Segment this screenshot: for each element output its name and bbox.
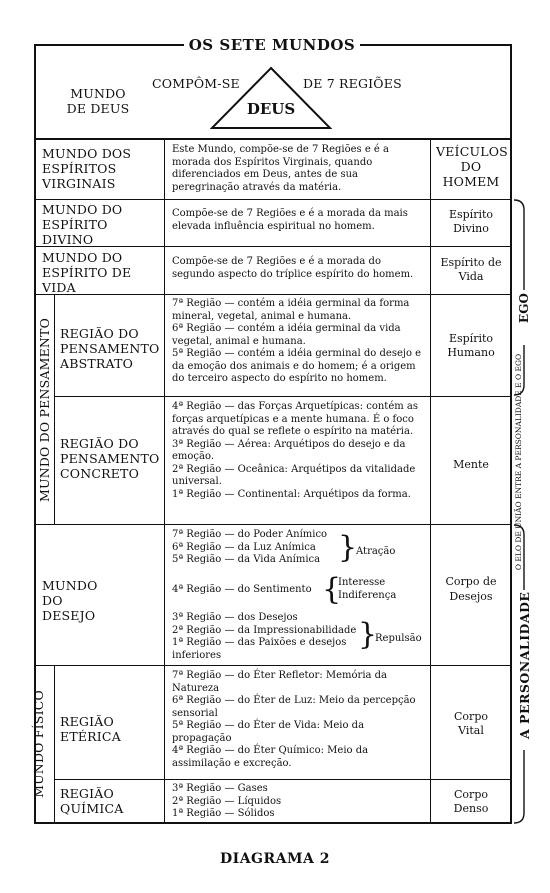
diagram-title: OS SETE MUNDOS [188,36,356,54]
desejo-label: MUNDO DO DESEJO [42,578,98,623]
pensamento-abstrato-veiculo: Espírito Humano [447,332,495,359]
mundo-fisico-label: MUNDO FÍSICO [31,690,46,798]
pensamento-abstrato-label: REGIÃO DO PENSAMENTO ABSTRATO [60,326,160,371]
list-item: 2ª Região — Oceânica: Arquétipos da vitalidade universal. [172,463,416,487]
list-item: 5ª Região — da Vida Anímica [172,554,321,565]
quimica-list [172,783,426,821]
col-sep-2 [430,139,431,823]
row-sep-8 [54,779,512,780]
eterica-list [172,670,426,770]
frame-bottom [34,822,512,824]
atracao-brace: } [338,530,358,565]
pensamento-concreto-veiculo: Mente [453,458,489,471]
espirito-vida-veiculo: Espírito de Vida [440,256,502,283]
col-sep-1 [164,139,165,823]
eterica-label: REGIÃO ETÉRICA [60,714,121,744]
row-sep-1 [34,138,512,140]
diagram-caption: DIAGRAMA 2 [220,851,330,867]
list-item: 5ª Região — do Éter de Vida: Meio da propagação [172,720,365,744]
list-item: 2ª Região — da Impressionabilidade [172,624,357,636]
espirito-divino-label: MUNDO DO ESPÍRITO DIVINO [42,202,123,247]
list-item: 3ª Região — dos Desejos [172,612,298,623]
quimica-veiculo: Corpo Denso [453,788,489,815]
desejo-veiculo: Corpo de Desejos [445,575,497,603]
eterica-veiculo: Corpo Vital [454,710,488,737]
list-item: 7ª Região — do Éter Refletor: Memória da Natureza [172,670,388,694]
espirito-vida-label: MUNDO DO ESPÍRITO DE VIDA [42,250,132,295]
list-item: 6ª Região — contém a idéia germinal da vida vegetal, animal e humana. [172,323,401,347]
de7-label: DE 7 REGIÕES [303,76,402,91]
sentimento-brace: { [322,572,342,607]
sentimento-item: 4ª Região — do Sentimento [172,584,312,595]
list-item: 1ª Região — das Paixões e desejos inferiores [172,637,347,661]
interesse-label: Interesse [338,577,386,588]
list-item: 3ª Região — Gases [172,783,268,794]
veiculos-header: VEÍCULOS DO HOMEM [436,144,508,189]
deus-triangle [210,66,332,130]
list-item: 1ª Região — Continental: Arquétipos da forma. [172,488,411,500]
atracao-label: Atração [356,546,396,557]
espirito-divino-veiculo: Espírito Divino [448,208,494,235]
desejo-atracao-group [172,529,327,567]
compoem-label: COMPÔM-SE [152,76,240,91]
mundo-deus-label: MUNDO DE DEUS [66,86,130,116]
espiritos-virginais-desc: Este Mundo, compõe-se de 7 Regiões e é a morada dos Espíritos Virginais, quando diferenciados em Deus, antes de sua peregrinação através da matéria. [172,144,389,193]
row-sep-6 [34,524,512,525]
inner-col-pensamento [54,294,55,524]
row-sep-5 [54,396,512,397]
list-item: 6ª Região — da Luz Anímica [172,541,316,553]
desejo-repulsao-group [172,612,370,662]
list-item: 5ª Região — contém a idéia germinal do desejo e da emoção dos animais e do homem; é a origem do terceiro aspecto do espírito no homem. [172,348,422,384]
list-item: 1ª Região — Sólidos [172,808,275,819]
repulsao-label: Repulsão [375,633,422,644]
pensamento-abstrato-list [172,298,426,386]
deus-label: DEUS [246,100,296,118]
frame-top-left [34,44,184,46]
indiferenca-label: Indiferença [338,590,397,601]
mundo-pensamento-label: MUNDO DO PENSAMENTO [37,317,52,503]
espirito-divino-desc: Compõe-se de 7 Regiões e é a morada da mais elevada influência espiritual no homem. [172,208,408,232]
side-personalidade-label: A PERSONALIDADE [517,591,532,739]
inner-col-fisico [54,665,55,823]
side-elo-label: O ELO DE UNIÃO ENTRE A PERSONALIDADE E O EGO [514,353,523,571]
list-item: 4ª Região — das Forças Arquetípicas: contém as forças arquetípicas e a mente humana. É o foco através do qual se reflete o espírito na matéria. [172,401,418,437]
row-sep-2 [34,199,512,200]
quimica-label: REGIÃO QUÍMICA [60,786,124,816]
frame-top-right [360,44,512,46]
espiritos-virginais-label: MUNDO DOS ESPÍRITOS VIRGINAIS [42,146,132,191]
list-item: 7ª Região — do Poder Anímico [172,529,328,540]
list-item: 4ª Região — do Éter Químico: Meio da assimilação e excreção. [172,745,369,769]
pensamento-concreto-label: REGIÃO DO PENSAMENTO CONCRETO [60,436,160,481]
espirito-vida-desc: Compõe-se de 7 Regiões e é a morada do segundo aspecto do tríplice espírito do homem. [172,256,414,280]
list-item: 6ª Região — do Éter de Luz: Meio da percepção sensorial [172,695,416,719]
pensamento-concreto-list [172,401,426,501]
repulsao-brace: } [358,617,378,652]
side-ego-label: EGO [517,293,531,323]
list-item: 3ª Região — Aérea: Arquétipos do desejo e da emoção. [172,438,406,462]
list-item: 2ª Região — Líquidos [172,795,282,807]
row-sep-7 [34,665,512,666]
list-item: 7ª Região — contém a idéia germinal da forma mineral, vegetal, animal e humana. [172,298,410,322]
